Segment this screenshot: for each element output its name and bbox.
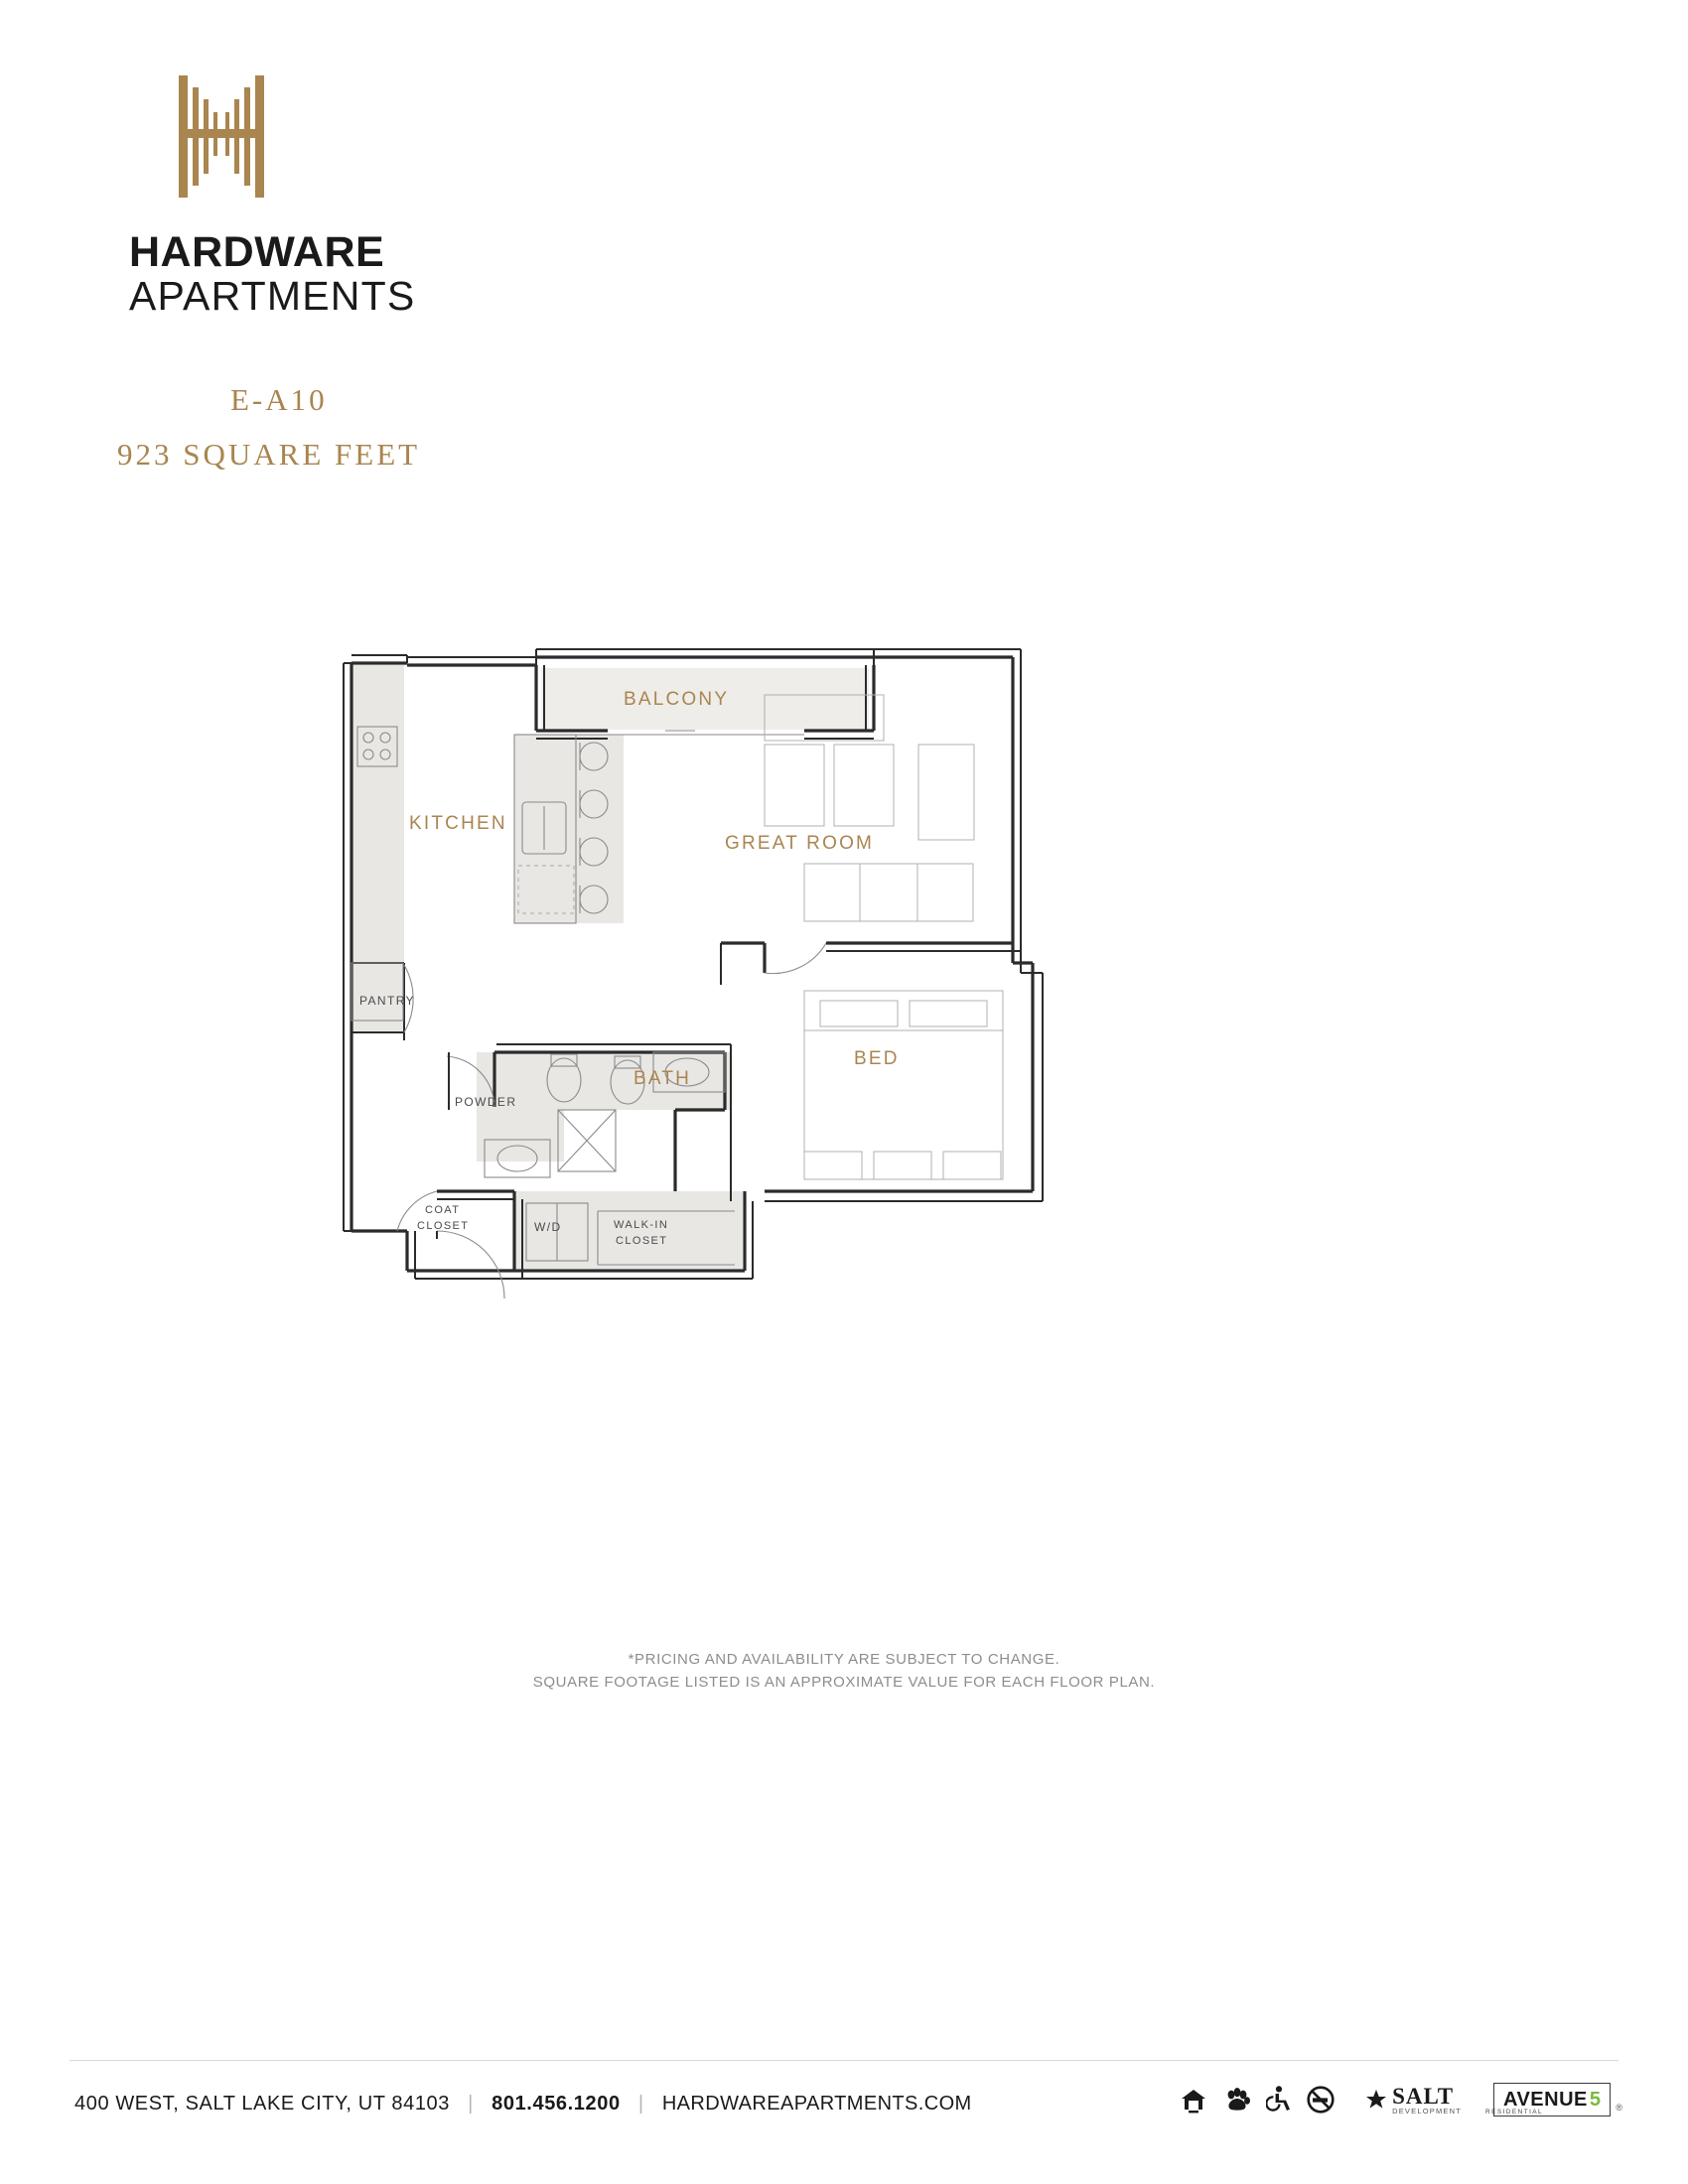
footer-divider <box>70 2060 1618 2061</box>
footer-website[interactable]: HARDWAREAPARTMENTS.COM <box>661 2093 972 2115</box>
plan-square-feet: 923 SQUARE FEET <box>117 437 421 472</box>
footer-icon-row <box>1179 2083 1622 2116</box>
registered-mark: ® <box>1616 2103 1622 2113</box>
salt-logo-main: SALT <box>1392 2083 1455 2109</box>
footer-contact <box>74 2093 972 2116</box>
disclaimer-line-2: SQUARE FOOTAGE LISTED IS AN APPROXIMATE VALUE FOR EACH FLOOR PLAN. <box>532 1674 1156 1692</box>
avenue5-sub: RESIDENTIAL <box>1485 2109 1544 2116</box>
avenue5-main: AVENUE <box>1503 2089 1588 2111</box>
brand-name: HARDWARE <box>129 228 385 276</box>
brand-subname: APARTMENTS <box>129 273 416 320</box>
room-label-bed: BED <box>854 1048 900 1069</box>
room-label-kitchen: KITCHEN <box>409 813 507 834</box>
avenue5-number: 5 <box>1589 2089 1601 2111</box>
star-icon <box>1365 2089 1387 2111</box>
brand-logo-block <box>129 69 546 318</box>
disclaimer-line-1: *PRICING AND AVAILABILITY ARE SUBJECT TO CHANGE. <box>628 1651 1060 1668</box>
room-label-coat-closet-line1: COAT <box>425 1204 461 1216</box>
room-label-walkin-line1: WALK-IN <box>614 1219 669 1231</box>
room-label-powder: POWDER <box>455 1095 517 1109</box>
room-label-balcony: BALCONY <box>624 689 730 710</box>
equal-housing-opportunity-icon <box>1179 2085 1208 2115</box>
plan-id: E-A10 <box>230 382 328 417</box>
room-label-coat-closet-line2: CLOSET <box>417 1220 470 1232</box>
pet-friendly-paw-icon <box>1222 2085 1252 2115</box>
room-label-great-room: GREAT ROOM <box>725 833 875 854</box>
footer-address: 400 WEST, SALT LAKE CITY, UT 84103 <box>74 2093 450 2115</box>
hardware-h-monogram-icon <box>157 69 286 204</box>
salt-logo-sub: DEVELOPMENT <box>1392 2106 1462 2116</box>
salt-development-logo <box>1365 2085 1462 2116</box>
disclaimer <box>0 1648 1688 1695</box>
room-label-walkin-line2: CLOSET <box>616 1235 668 1247</box>
room-label-washer-dryer: W/D <box>534 1220 562 1234</box>
room-label-bath: BATH <box>633 1068 692 1089</box>
accessible-wheelchair-icon <box>1266 2085 1292 2115</box>
smoke-free-icon <box>1306 2085 1336 2115</box>
footer <box>0 2075 1688 2154</box>
room-label-pantry: PANTRY <box>359 994 415 1008</box>
footer-separator-1: | <box>468 2093 474 2115</box>
footer-separator-2: | <box>637 2093 644 2115</box>
floor-plan-drawing <box>338 635 1311 1449</box>
avenue5-logo <box>1476 2083 1622 2116</box>
footer-phone[interactable]: 801.456.1200 <box>492 2093 621 2115</box>
